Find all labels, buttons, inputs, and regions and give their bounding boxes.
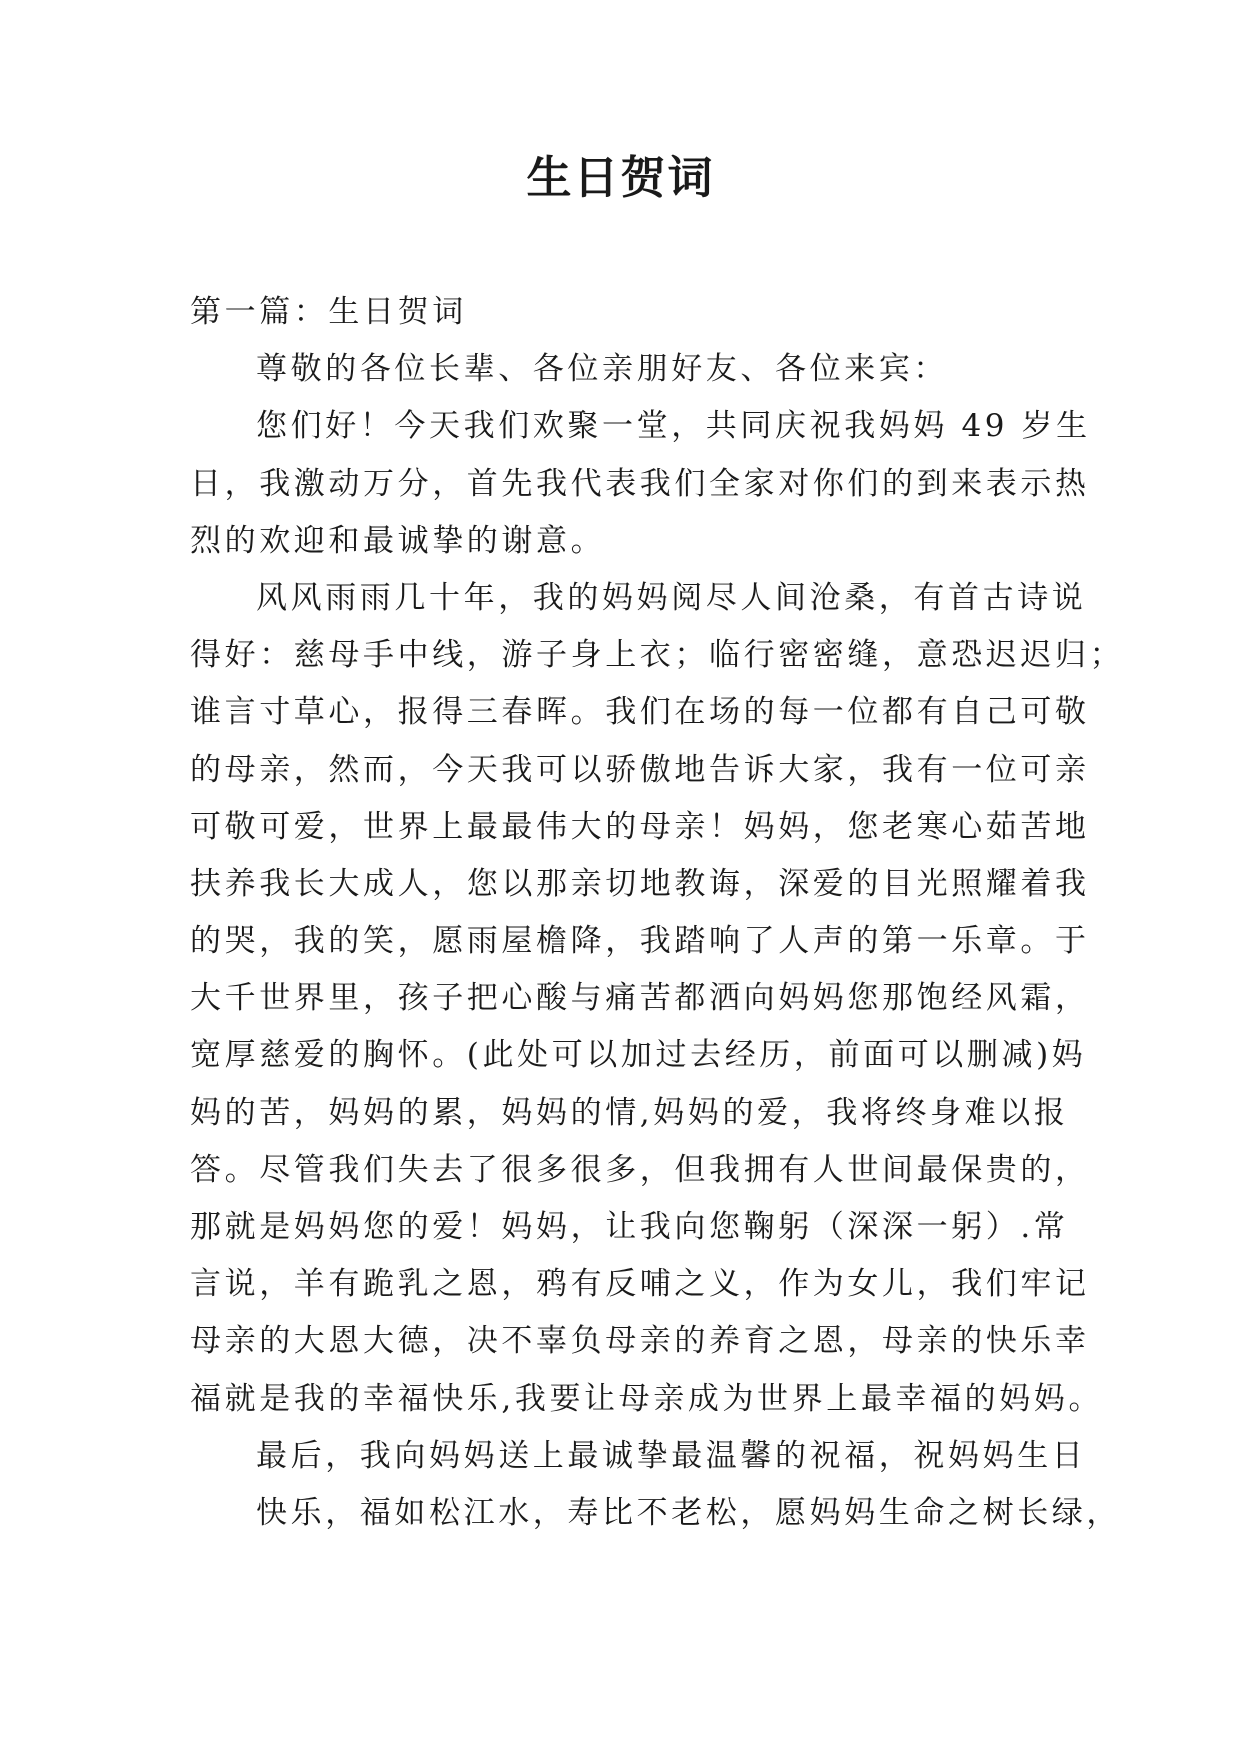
text-line: 可敬可爱，世界上最最伟大的母亲！妈妈，您老寒心茹苦地 xyxy=(190,808,1090,845)
text-line: 烈的欢迎和最诚挚的谢意。 xyxy=(190,522,606,559)
text-line: 谁言寸草心，报得三春晖。我们在场的每一位都有自己可敬 xyxy=(190,694,1090,731)
text-line: 风风雨雨几十年，我的妈妈阅尽人间沧桑，有首古诗说 xyxy=(256,579,1087,616)
text-line: 宽厚慈爱的胸怀。(此处可以加过去经历，前面可以删减)妈 xyxy=(190,1037,1087,1074)
text-line: 您们好！今天我们欢聚一堂，共同庆祝我妈妈 49 岁生 xyxy=(256,408,1091,445)
text-line: 答。尽管我们失去了很多很多，但我拥有人世间最保贵的， xyxy=(190,1151,1090,1188)
text-line: 福就是我的幸福快乐,我要让母亲成为世界上最幸福的妈妈。 xyxy=(190,1380,1104,1417)
section-heading: 第一篇：生日贺词 xyxy=(190,294,467,330)
text-line: 尊敬的各位长辈、各位亲朋好友、各位来宾： xyxy=(256,351,948,388)
document-body xyxy=(190,284,1125,1542)
text-line: 大千世界里，孩子把心酸与痛苦都洒向妈妈您那饱经风霜， xyxy=(190,980,1090,1017)
text-line: 妈的苦，妈妈的累，妈妈的情,妈妈的爱，我将终身难以报 xyxy=(190,1094,1069,1131)
document-title: 生日贺词 xyxy=(526,151,715,204)
paragraph-lines xyxy=(190,341,1125,1542)
text-line: 得好：慈母手中线，游子身上衣；临行密密缝，意恐迟迟归； xyxy=(190,637,1125,674)
text-line: 的母亲，然而，今天我可以骄傲地告诉大家，我有一位可亲 xyxy=(190,751,1090,788)
text-line: 言说，羊有跪乳之恩，鸦有反哺之义，作为女儿，我们牢记 xyxy=(190,1266,1090,1303)
text-line: 母亲的大恩大德，决不辜负母亲的养育之恩，母亲的快乐幸 xyxy=(190,1323,1090,1360)
text-line: 快乐，福如松江水，寿比不老松，愿妈妈生命之树长绿， xyxy=(256,1494,1121,1531)
text-line: 日，我激动万分，首先我代表我们全家对你们的到来表示热 xyxy=(190,465,1090,502)
text-line: 扶养我长大成人，您以那亲切地教诲，深爱的目光照耀着我 xyxy=(190,865,1090,902)
text-line: 那就是妈妈您的爱！妈妈，让我向您鞠躬（深深一躬）.常 xyxy=(190,1209,1069,1245)
text-line: 最后，我向妈妈送上最诚挚最温馨的祝福，祝妈妈生日 xyxy=(256,1437,1087,1474)
text-line: 的哭，我的笑，愿雨屋檐降，我踏响了人声的第一乐章。于 xyxy=(190,923,1090,960)
